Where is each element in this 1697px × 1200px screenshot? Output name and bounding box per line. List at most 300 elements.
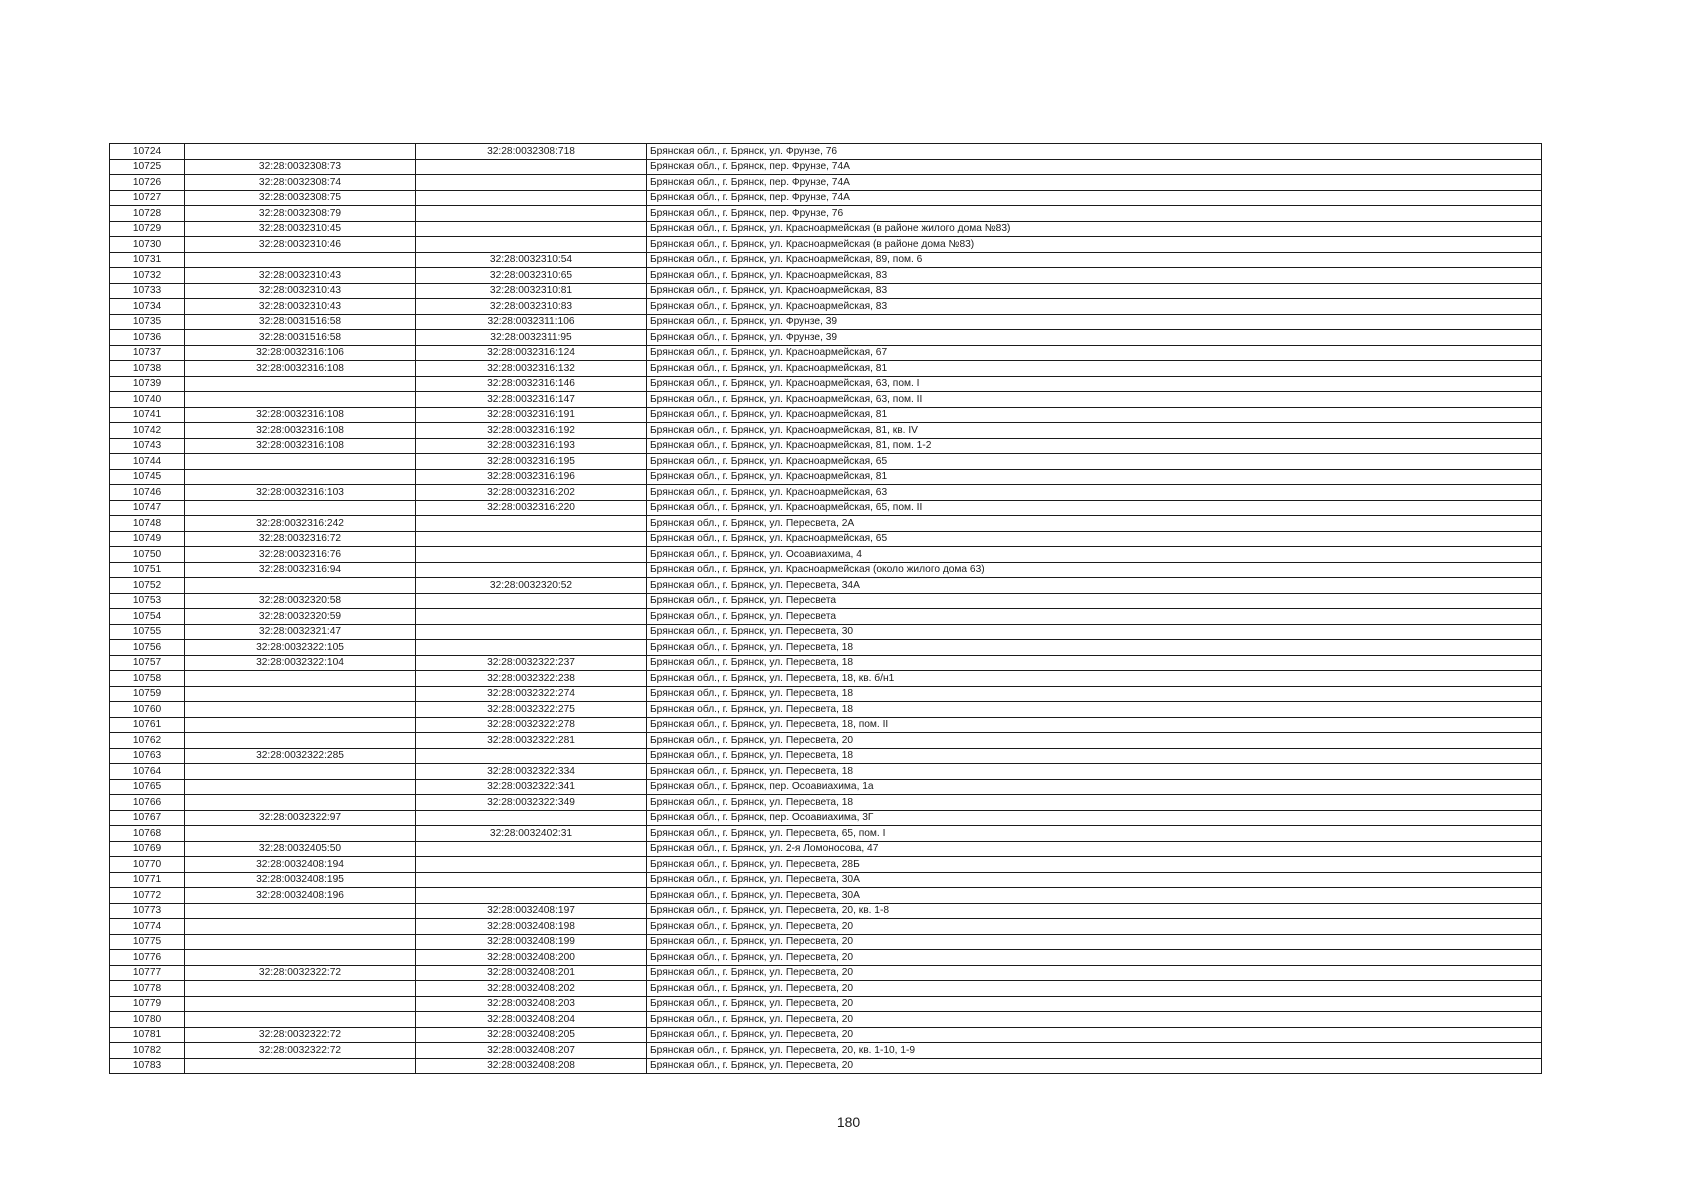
address-cell: Брянская обл., г. Брянск, ул. Пересвета, 20 <box>647 950 1542 966</box>
land-cadastral-number-cell: 32:28:0032316:106 <box>185 345 416 361</box>
object-cadastral-number-cell: 32:28:0032408:202 <box>416 981 647 997</box>
row-number-cell: 10761 <box>110 717 185 733</box>
address-cell: Брянская обл., г. Брянск, ул. Пересвета, 28Б <box>647 857 1542 873</box>
object-cadastral-number-cell <box>416 872 647 888</box>
table-row <box>110 934 1542 950</box>
table-row <box>110 1058 1542 1074</box>
row-number-cell: 10749 <box>110 531 185 547</box>
address-cell: Брянская обл., г. Брянск, ул. Пересвета, 20 <box>647 733 1542 749</box>
row-number-cell: 10772 <box>110 888 185 904</box>
row-number-cell: 10753 <box>110 593 185 609</box>
table-row <box>110 314 1542 330</box>
table-row <box>110 702 1542 718</box>
object-cadastral-number-cell: 32:28:0032408:197 <box>416 903 647 919</box>
object-cadastral-number-cell <box>416 190 647 206</box>
address-cell: Брянская обл., г. Брянск, пер. Фрунзе, 74А <box>647 190 1542 206</box>
land-cadastral-number-cell <box>185 454 416 470</box>
land-cadastral-number-cell <box>185 779 416 795</box>
address-cell: Брянская обл., г. Брянск, ул. Пересвета, 18 <box>647 764 1542 780</box>
land-cadastral-number-cell: 32:28:0032316:72 <box>185 531 416 547</box>
land-cadastral-number-cell: 32:28:0032405:50 <box>185 841 416 857</box>
table-row <box>110 810 1542 826</box>
address-cell: Брянская обл., г. Брянск, ул. Пересвета, 30 <box>647 624 1542 640</box>
object-cadastral-number-cell <box>416 841 647 857</box>
land-cadastral-number-cell: 32:28:0032308:75 <box>185 190 416 206</box>
row-number-cell: 10768 <box>110 826 185 842</box>
table-row <box>110 795 1542 811</box>
table-row <box>110 330 1542 346</box>
land-cadastral-number-cell <box>185 717 416 733</box>
row-number-cell: 10742 <box>110 423 185 439</box>
land-cadastral-number-cell: 32:28:0032310:46 <box>185 237 416 253</box>
object-cadastral-number-cell <box>416 748 647 764</box>
object-cadastral-number-cell: 32:28:0032310:81 <box>416 283 647 299</box>
row-number-cell: 10744 <box>110 454 185 470</box>
address-cell: Брянская обл., г. Брянск, ул. Пересвета, 18, кв. б/н1 <box>647 671 1542 687</box>
object-cadastral-number-cell: 32:28:0032322:237 <box>416 655 647 671</box>
object-cadastral-number-cell: 32:28:0032316:146 <box>416 376 647 392</box>
table-row <box>110 841 1542 857</box>
land-cadastral-number-cell: 32:28:0032308:73 <box>185 159 416 175</box>
object-cadastral-number-cell <box>416 593 647 609</box>
object-cadastral-number-cell: 32:28:0032322:274 <box>416 686 647 702</box>
address-cell: Брянская обл., г. Брянск, ул. Пересвета, 18 <box>647 702 1542 718</box>
address-cell: Брянская обл., г. Брянск, ул. Фрунзе, 39 <box>647 314 1542 330</box>
address-cell: Брянская обл., г. Брянск, ул. Пересвета, 65, пом. I <box>647 826 1542 842</box>
object-cadastral-number-cell <box>416 531 647 547</box>
address-cell: Брянская обл., г. Брянск, ул. Пересвета, 18 <box>647 795 1542 811</box>
row-number-cell: 10759 <box>110 686 185 702</box>
land-cadastral-number-cell: 32:28:0032322:285 <box>185 748 416 764</box>
table-row <box>110 392 1542 408</box>
registry-table <box>109 143 1542 1074</box>
object-cadastral-number-cell: 32:28:0032322:334 <box>416 764 647 780</box>
object-cadastral-number-cell: 32:28:0032322:281 <box>416 733 647 749</box>
land-cadastral-number-cell <box>185 919 416 935</box>
address-cell: Брянская обл., г. Брянск, ул. Пересвета, 20 <box>647 919 1542 935</box>
row-number-cell: 10734 <box>110 299 185 315</box>
row-number-cell: 10741 <box>110 407 185 423</box>
table-row <box>110 981 1542 997</box>
object-cadastral-number-cell <box>416 221 647 237</box>
land-cadastral-number-cell <box>185 981 416 997</box>
object-cadastral-number-cell: 32:28:0032408:199 <box>416 934 647 950</box>
object-cadastral-number-cell: 32:28:0032316:193 <box>416 438 647 454</box>
address-cell: Брянская обл., г. Брянск, ул. Пересвета, 18 <box>647 640 1542 656</box>
address-cell: Брянская обл., г. Брянск, ул. Красноармейская, 83 <box>647 283 1542 299</box>
row-number-cell: 10762 <box>110 733 185 749</box>
row-number-cell: 10767 <box>110 810 185 826</box>
address-cell: Брянская обл., г. Брянск, ул. Фрунзе, 76 <box>647 144 1542 160</box>
address-cell: Брянская обл., г. Брянск, ул. Пересвета, 20 <box>647 996 1542 1012</box>
table-row <box>110 423 1542 439</box>
object-cadastral-number-cell <box>416 810 647 826</box>
address-cell: Брянская обл., г. Брянск, пер. Фрунзе, 74А <box>647 159 1542 175</box>
table-row <box>110 268 1542 284</box>
land-cadastral-number-cell <box>185 500 416 516</box>
address-cell: Брянская обл., г. Брянск, ул. Пересвета, 20 <box>647 1058 1542 1074</box>
row-number-cell: 10746 <box>110 485 185 501</box>
table-row <box>110 686 1542 702</box>
page-number: 180 <box>836 1114 861 1130</box>
table-row <box>110 903 1542 919</box>
table-row <box>110 593 1542 609</box>
table-row <box>110 671 1542 687</box>
land-cadastral-number-cell <box>185 686 416 702</box>
row-number-cell: 10763 <box>110 748 185 764</box>
table-row <box>110 299 1542 315</box>
table-row <box>110 748 1542 764</box>
address-cell: Брянская обл., г. Брянск, ул. Фрунзе, 39 <box>647 330 1542 346</box>
object-cadastral-number-cell: 32:28:0032408:201 <box>416 965 647 981</box>
object-cadastral-number-cell <box>416 237 647 253</box>
table-row <box>110 516 1542 532</box>
object-cadastral-number-cell: 32:28:0032408:207 <box>416 1043 647 1059</box>
land-cadastral-number-cell: 32:28:0032316:108 <box>185 361 416 377</box>
land-cadastral-number-cell <box>185 733 416 749</box>
object-cadastral-number-cell: 32:28:0032320:52 <box>416 578 647 594</box>
address-cell: Брянская обл., г. Брянск, ул. Пересвета, 34А <box>647 578 1542 594</box>
address-cell: Брянская обл., г. Брянск, пер. Фрунзе, 76 <box>647 206 1542 222</box>
land-cadastral-number-cell: 32:28:0032322:72 <box>185 1027 416 1043</box>
land-cadastral-number-cell: 32:28:0032316:103 <box>185 485 416 501</box>
row-number-cell: 10738 <box>110 361 185 377</box>
address-cell: Брянская обл., г. Брянск, ул. Осоавиахима, 4 <box>647 547 1542 563</box>
row-number-cell: 10745 <box>110 469 185 485</box>
address-cell: Брянская обл., г. Брянск, ул. Пересвета, 2А <box>647 516 1542 532</box>
row-number-cell: 10773 <box>110 903 185 919</box>
object-cadastral-number-cell: 32:28:0032408:198 <box>416 919 647 935</box>
object-cadastral-number-cell <box>416 888 647 904</box>
land-cadastral-number-cell <box>185 376 416 392</box>
table-row <box>110 764 1542 780</box>
land-cadastral-number-cell: 32:28:0032310:43 <box>185 283 416 299</box>
land-cadastral-number-cell: 32:28:0032322:104 <box>185 655 416 671</box>
address-cell: Брянская обл., г. Брянск, ул. Пересвета, 18 <box>647 655 1542 671</box>
object-cadastral-number-cell: 32:28:0032311:95 <box>416 330 647 346</box>
land-cadastral-number-cell: 32:28:0032322:105 <box>185 640 416 656</box>
table-row <box>110 640 1542 656</box>
address-cell: Брянская обл., г. Брянск, ул. Красноармейская, 65 <box>647 454 1542 470</box>
land-cadastral-number-cell: 32:28:0032408:195 <box>185 872 416 888</box>
table-row <box>110 779 1542 795</box>
address-cell: Брянская обл., г. Брянск, ул. Пересвета, 20 <box>647 981 1542 997</box>
object-cadastral-number-cell: 32:28:0032308:718 <box>416 144 647 160</box>
row-number-cell: 10766 <box>110 795 185 811</box>
row-number-cell: 10724 <box>110 144 185 160</box>
row-number-cell: 10783 <box>110 1058 185 1074</box>
object-cadastral-number-cell <box>416 516 647 532</box>
row-number-cell: 10778 <box>110 981 185 997</box>
table-row <box>110 454 1542 470</box>
object-cadastral-number-cell <box>416 609 647 625</box>
object-cadastral-number-cell: 32:28:0032402:31 <box>416 826 647 842</box>
row-number-cell: 10775 <box>110 934 185 950</box>
object-cadastral-number-cell: 32:28:0032322:238 <box>416 671 647 687</box>
row-number-cell: 10779 <box>110 996 185 1012</box>
address-cell: Брянская обл., г. Брянск, ул. Красноармейская, 89, пом. 6 <box>647 252 1542 268</box>
object-cadastral-number-cell <box>416 624 647 640</box>
row-number-cell: 10764 <box>110 764 185 780</box>
land-cadastral-number-cell: 32:28:0032408:196 <box>185 888 416 904</box>
address-cell: Брянская обл., г. Брянск, ул. Пересвета, 30А <box>647 888 1542 904</box>
land-cadastral-number-cell <box>185 252 416 268</box>
address-cell: Брянская обл., г. Брянск, ул. Красноармейская (в районе жилого дома №83) <box>647 221 1542 237</box>
land-cadastral-number-cell: 32:28:0032316:76 <box>185 547 416 563</box>
object-cadastral-number-cell: 32:28:0032316:195 <box>416 454 647 470</box>
address-cell: Брянская обл., г. Брянск, ул. Пересвета, 20 <box>647 1012 1542 1028</box>
table-row <box>110 996 1542 1012</box>
object-cadastral-number-cell: 32:28:0032310:54 <box>416 252 647 268</box>
row-number-cell: 10752 <box>110 578 185 594</box>
land-cadastral-number-cell <box>185 950 416 966</box>
table-row <box>110 159 1542 175</box>
address-cell: Брянская обл., г. Брянск, ул. Пересвета, 18 <box>647 748 1542 764</box>
address-cell: Брянская обл., г. Брянск, ул. Красноармейская, 63, пом. II <box>647 392 1542 408</box>
row-number-cell: 10755 <box>110 624 185 640</box>
land-cadastral-number-cell: 32:28:0032316:108 <box>185 438 416 454</box>
land-cadastral-number-cell <box>185 996 416 1012</box>
row-number-cell: 10771 <box>110 872 185 888</box>
table-row <box>110 237 1542 253</box>
address-cell: Брянская обл., г. Брянск, ул. Красноармейская (около жилого дома 63) <box>647 562 1542 578</box>
object-cadastral-number-cell: 32:28:0032311:106 <box>416 314 647 330</box>
object-cadastral-number-cell: 32:28:0032408:204 <box>416 1012 647 1028</box>
table-row <box>110 144 1542 160</box>
table-row <box>110 345 1542 361</box>
land-cadastral-number-cell <box>185 795 416 811</box>
object-cadastral-number-cell: 32:28:0032408:203 <box>416 996 647 1012</box>
table-row <box>110 1043 1542 1059</box>
row-number-cell: 10733 <box>110 283 185 299</box>
address-cell: Брянская обл., г. Брянск, ул. Пересвета, 20 <box>647 934 1542 950</box>
address-cell: Брянская обл., г. Брянск, ул. Пересвета, 18 <box>647 686 1542 702</box>
row-number-cell: 10732 <box>110 268 185 284</box>
row-number-cell: 10758 <box>110 671 185 687</box>
object-cadastral-number-cell: 32:28:0032310:83 <box>416 299 647 315</box>
land-cadastral-number-cell <box>185 934 416 950</box>
land-cadastral-number-cell: 32:28:0032322:72 <box>185 965 416 981</box>
row-number-cell: 10760 <box>110 702 185 718</box>
address-cell: Брянская обл., г. Брянск, ул. Пересвета, 30А <box>647 872 1542 888</box>
object-cadastral-number-cell: 32:28:0032316:124 <box>416 345 647 361</box>
row-number-cell: 10777 <box>110 965 185 981</box>
address-cell: Брянская обл., г. Брянск, ул. Красноармейская, 81 <box>647 469 1542 485</box>
registry-table-body <box>110 144 1542 1074</box>
land-cadastral-number-cell: 32:28:0032310:43 <box>185 299 416 315</box>
table-row <box>110 252 1542 268</box>
land-cadastral-number-cell: 32:28:0032308:74 <box>185 175 416 191</box>
object-cadastral-number-cell: 32:28:0032316:147 <box>416 392 647 408</box>
table-row <box>110 717 1542 733</box>
land-cadastral-number-cell: 32:28:0031516:58 <box>185 314 416 330</box>
address-cell: Брянская обл., г. Брянск, ул. Пересвета, 18, пом. II <box>647 717 1542 733</box>
land-cadastral-number-cell <box>185 469 416 485</box>
row-number-cell: 10782 <box>110 1043 185 1059</box>
row-number-cell: 10727 <box>110 190 185 206</box>
address-cell: Брянская обл., г. Брянск, ул. Пересвета, 20, кв. 1-10, 1-9 <box>647 1043 1542 1059</box>
table-row <box>110 531 1542 547</box>
object-cadastral-number-cell <box>416 547 647 563</box>
land-cadastral-number-cell <box>185 903 416 919</box>
table-row <box>110 733 1542 749</box>
object-cadastral-number-cell <box>416 640 647 656</box>
table-row <box>110 1027 1542 1043</box>
address-cell: Брянская обл., г. Брянск, ул. Красноармейская, 81, пом. 1-2 <box>647 438 1542 454</box>
table-row <box>110 562 1542 578</box>
object-cadastral-number-cell: 32:28:0032316:196 <box>416 469 647 485</box>
land-cadastral-number-cell <box>185 764 416 780</box>
row-number-cell: 10770 <box>110 857 185 873</box>
row-number-cell: 10739 <box>110 376 185 392</box>
address-cell: Брянская обл., г. Брянск, ул. Пересвета <box>647 593 1542 609</box>
table-row <box>110 950 1542 966</box>
row-number-cell: 10726 <box>110 175 185 191</box>
table-row <box>110 469 1542 485</box>
table-row <box>110 655 1542 671</box>
address-cell: Брянская обл., г. Брянск, ул. Красноармейская, 83 <box>647 299 1542 315</box>
row-number-cell: 10776 <box>110 950 185 966</box>
table-row <box>110 609 1542 625</box>
table-row <box>110 283 1542 299</box>
row-number-cell: 10736 <box>110 330 185 346</box>
table-row <box>110 826 1542 842</box>
land-cadastral-number-cell <box>185 1058 416 1074</box>
table-row <box>110 888 1542 904</box>
row-number-cell: 10781 <box>110 1027 185 1043</box>
row-number-cell: 10754 <box>110 609 185 625</box>
row-number-cell: 10728 <box>110 206 185 222</box>
table-row <box>110 221 1542 237</box>
row-number-cell: 10743 <box>110 438 185 454</box>
row-number-cell: 10748 <box>110 516 185 532</box>
table-row <box>110 407 1542 423</box>
row-number-cell: 10740 <box>110 392 185 408</box>
table-row <box>110 376 1542 392</box>
object-cadastral-number-cell: 32:28:0032408:200 <box>416 950 647 966</box>
address-cell: Брянская обл., г. Брянск, ул. Пересвета, 20, кв. 1-8 <box>647 903 1542 919</box>
land-cadastral-number-cell: 32:28:0032320:59 <box>185 609 416 625</box>
table-row <box>110 965 1542 981</box>
table-row <box>110 547 1542 563</box>
land-cadastral-number-cell <box>185 702 416 718</box>
address-cell: Брянская обл., г. Брянск, ул. Красноармейская, 65, пом. II <box>647 500 1542 516</box>
object-cadastral-number-cell: 32:28:0032322:278 <box>416 717 647 733</box>
land-cadastral-number-cell: 32:28:0032310:45 <box>185 221 416 237</box>
table-row <box>110 919 1542 935</box>
row-number-cell: 10729 <box>110 221 185 237</box>
land-cadastral-number-cell: 32:28:0032308:79 <box>185 206 416 222</box>
row-number-cell: 10737 <box>110 345 185 361</box>
land-cadastral-number-cell: 32:28:0032321:47 <box>185 624 416 640</box>
object-cadastral-number-cell <box>416 562 647 578</box>
table-row <box>110 485 1542 501</box>
land-cadastral-number-cell: 32:28:0032320:58 <box>185 593 416 609</box>
object-cadastral-number-cell: 32:28:0032316:202 <box>416 485 647 501</box>
address-cell: Брянская обл., г. Брянск, пер. Фрунзе, 74А <box>647 175 1542 191</box>
address-cell: Брянская обл., г. Брянск, ул. Красноармейская, 81 <box>647 361 1542 377</box>
object-cadastral-number-cell: 32:28:0032316:191 <box>416 407 647 423</box>
land-cadastral-number-cell <box>185 826 416 842</box>
row-number-cell: 10735 <box>110 314 185 330</box>
row-number-cell: 10756 <box>110 640 185 656</box>
row-number-cell: 10750 <box>110 547 185 563</box>
land-cadastral-number-cell: 32:28:0032316:242 <box>185 516 416 532</box>
land-cadastral-number-cell <box>185 144 416 160</box>
table-row <box>110 438 1542 454</box>
land-cadastral-number-cell: 32:28:0032316:94 <box>185 562 416 578</box>
object-cadastral-number-cell: 32:28:0032316:220 <box>416 500 647 516</box>
object-cadastral-number-cell: 32:28:0032408:208 <box>416 1058 647 1074</box>
table-row <box>110 190 1542 206</box>
row-number-cell: 10774 <box>110 919 185 935</box>
row-number-cell: 10765 <box>110 779 185 795</box>
land-cadastral-number-cell: 32:28:0032408:194 <box>185 857 416 873</box>
object-cadastral-number-cell <box>416 175 647 191</box>
object-cadastral-number-cell <box>416 159 647 175</box>
object-cadastral-number-cell <box>416 857 647 873</box>
land-cadastral-number-cell: 32:28:0032322:97 <box>185 810 416 826</box>
object-cadastral-number-cell: 32:28:0032316:132 <box>416 361 647 377</box>
row-number-cell: 10769 <box>110 841 185 857</box>
row-number-cell: 10725 <box>110 159 185 175</box>
land-cadastral-number-cell <box>185 1012 416 1028</box>
land-cadastral-number-cell: 32:28:0032322:72 <box>185 1043 416 1059</box>
land-cadastral-number-cell: 32:28:0032316:108 <box>185 407 416 423</box>
row-number-cell: 10757 <box>110 655 185 671</box>
land-cadastral-number-cell <box>185 578 416 594</box>
object-cadastral-number-cell: 32:28:0032408:205 <box>416 1027 647 1043</box>
address-cell: Брянская обл., г. Брянск, ул. Красноармейская, 65 <box>647 531 1542 547</box>
land-cadastral-number-cell: 32:28:0031516:58 <box>185 330 416 346</box>
object-cadastral-number-cell <box>416 206 647 222</box>
land-cadastral-number-cell: 32:28:0032316:108 <box>185 423 416 439</box>
table-row <box>110 500 1542 516</box>
row-number-cell: 10751 <box>110 562 185 578</box>
table-row <box>110 361 1542 377</box>
table-row <box>110 857 1542 873</box>
table-row <box>110 578 1542 594</box>
table-row <box>110 175 1542 191</box>
address-cell: Брянская обл., г. Брянск, пер. Осоавиахима, 1а <box>647 779 1542 795</box>
address-cell: Брянская обл., г. Брянск, ул. 2-я Ломоносова, 47 <box>647 841 1542 857</box>
table-row <box>110 624 1542 640</box>
address-cell: Брянская обл., г. Брянск, ул. Пересвета, 20 <box>647 1027 1542 1043</box>
land-cadastral-number-cell <box>185 392 416 408</box>
address-cell: Брянская обл., г. Брянск, ул. Пересвета <box>647 609 1542 625</box>
table-row <box>110 1012 1542 1028</box>
address-cell: Брянская обл., г. Брянск, пер. Осоавиахима, 3Г <box>647 810 1542 826</box>
table-row <box>110 206 1542 222</box>
object-cadastral-number-cell: 32:28:0032322:341 <box>416 779 647 795</box>
address-cell: Брянская обл., г. Брянск, ул. Красноармейская, 83 <box>647 268 1542 284</box>
address-cell: Брянская обл., г. Брянск, ул. Красноармейская, 63, пом. I <box>647 376 1542 392</box>
row-number-cell: 10747 <box>110 500 185 516</box>
address-cell: Брянская обл., г. Брянск, ул. Красноармейская, 63 <box>647 485 1542 501</box>
row-number-cell: 10780 <box>110 1012 185 1028</box>
address-cell: Брянская обл., г. Брянск, ул. Красноармейская, 81 <box>647 407 1542 423</box>
land-cadastral-number-cell: 32:28:0032310:43 <box>185 268 416 284</box>
object-cadastral-number-cell: 32:28:0032310:65 <box>416 268 647 284</box>
object-cadastral-number-cell: 32:28:0032322:275 <box>416 702 647 718</box>
object-cadastral-number-cell: 32:28:0032316:192 <box>416 423 647 439</box>
address-cell: Брянская обл., г. Брянск, ул. Красноармейская, 81, кв. IV <box>647 423 1542 439</box>
row-number-cell: 10730 <box>110 237 185 253</box>
row-number-cell: 10731 <box>110 252 185 268</box>
object-cadastral-number-cell: 32:28:0032322:349 <box>416 795 647 811</box>
address-cell: Брянская обл., г. Брянск, ул. Красноармейская (в районе дома №83) <box>647 237 1542 253</box>
land-cadastral-number-cell <box>185 671 416 687</box>
